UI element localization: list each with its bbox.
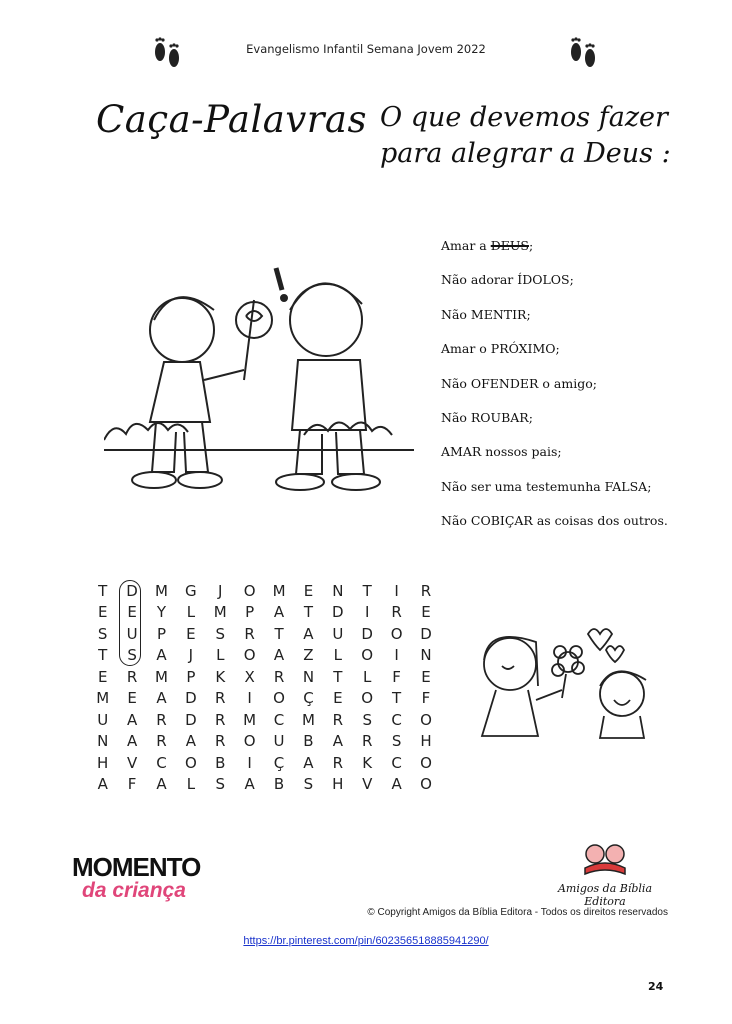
grid-cell[interactable]: K xyxy=(362,753,373,772)
grid-cell[interactable]: J xyxy=(188,646,194,665)
grid-cell[interactable]: D xyxy=(361,624,373,643)
grid-cell[interactable]: J xyxy=(218,581,223,600)
list-item: Não adorar ÍDOLOS; xyxy=(441,272,574,288)
grid-cell[interactable]: C xyxy=(391,710,402,729)
list-item: Não MENTIR; xyxy=(441,306,531,322)
grid-cell[interactable]: S xyxy=(362,710,372,729)
grid-cell[interactable]: P xyxy=(156,624,166,643)
grid-cell[interactable]: R xyxy=(273,667,285,686)
clue-word: FALSA xyxy=(604,478,648,494)
list-item: Não ser uma testemunha FALSA; xyxy=(441,478,652,494)
grid-cell[interactable]: A xyxy=(126,710,138,729)
grid-cell[interactable]: F xyxy=(421,689,431,708)
grid-cell[interactable]: N xyxy=(302,667,315,686)
grid-cell[interactable]: Y xyxy=(156,603,167,622)
grid-cell[interactable]: R xyxy=(244,624,255,643)
grid-cell[interactable]: A xyxy=(156,646,167,665)
grid-row xyxy=(88,774,448,796)
grid-cell[interactable]: I xyxy=(247,753,252,772)
grid-cell[interactable]: O xyxy=(184,753,197,772)
grid-cell[interactable]: T xyxy=(98,646,108,665)
grid-cell[interactable]: U xyxy=(332,624,344,643)
grid-cell[interactable]: E xyxy=(303,581,314,600)
grid-cell[interactable]: R xyxy=(215,689,226,708)
list-item: AMAR nossos pais; xyxy=(441,444,562,460)
grid-cell[interactable]: R xyxy=(215,710,226,729)
grid-cell[interactable]: G xyxy=(185,581,197,600)
grid-cell[interactable]: H xyxy=(97,753,109,772)
grid-cell[interactable]: C xyxy=(273,710,285,729)
grid-cell[interactable]: I xyxy=(394,581,399,600)
grid-cell[interactable]: U xyxy=(126,624,138,643)
grid-cell[interactable]: M xyxy=(155,581,168,600)
grid-cell[interactable]: M xyxy=(213,603,227,622)
grid-cell[interactable]: I xyxy=(247,689,252,708)
grid-row xyxy=(88,731,448,753)
grid-cell[interactable]: O xyxy=(420,775,432,794)
grid-cell[interactable]: S xyxy=(127,646,137,665)
grid-cell[interactable]: T xyxy=(362,581,372,600)
grid-cell[interactable]: R xyxy=(332,753,344,772)
grid-cell[interactable]: U xyxy=(273,732,285,751)
clue-word: OFENDER xyxy=(470,375,539,391)
grid-cell[interactable]: B xyxy=(303,732,314,751)
amigos-da-biblia-logo xyxy=(540,840,670,908)
grid-cell[interactable]: D xyxy=(420,624,432,643)
logo-line: da criança xyxy=(82,879,186,902)
grid-cell[interactable]: L xyxy=(186,775,196,794)
grid-row xyxy=(88,623,448,645)
clue-word: AMAR xyxy=(441,444,482,460)
clue-word: MENTIR xyxy=(470,306,527,322)
grid-cell[interactable]: M xyxy=(272,581,286,600)
list-item: Amar a DEUS; xyxy=(441,238,534,253)
grid-cell[interactable]: A xyxy=(156,775,167,794)
clue-word: ROUBAR xyxy=(470,409,529,425)
grid-cell[interactable]: N xyxy=(332,581,344,600)
grid-cell[interactable]: A xyxy=(273,646,285,665)
grid-cell[interactable]: A xyxy=(97,775,108,794)
grid-cell[interactable]: A xyxy=(244,775,255,794)
subtitle-line: para alegrar a Deus : xyxy=(380,138,671,169)
momento-da-crianca-logo xyxy=(72,852,200,903)
grid-cell[interactable]: C xyxy=(391,753,402,772)
list-item: Não ROUBAR; xyxy=(441,409,533,425)
grid-cell[interactable]: A xyxy=(156,689,167,708)
grid-row xyxy=(88,602,448,624)
grid-cell[interactable]: Z xyxy=(303,646,314,665)
grid-cell[interactable]: O xyxy=(243,581,256,600)
grid-cell[interactable]: O xyxy=(420,753,432,772)
grid-row xyxy=(88,645,448,667)
grid-cell[interactable]: E xyxy=(186,624,196,643)
grid-cell[interactable]: P xyxy=(186,667,196,686)
grid-cell[interactable]: A xyxy=(303,753,314,772)
grid-row xyxy=(88,709,448,731)
word-search-grid[interactable] xyxy=(88,580,448,795)
grid-cell[interactable]: O xyxy=(361,689,374,708)
grid-row xyxy=(88,752,448,774)
grid-cell[interactable]: C xyxy=(156,753,167,772)
grid-cell[interactable]: L xyxy=(363,667,372,686)
grid-cell[interactable]: D xyxy=(126,581,138,600)
grid-cell[interactable]: L xyxy=(186,603,196,622)
grid-cell[interactable]: O xyxy=(243,732,256,751)
grid-cell[interactable]: O xyxy=(273,689,285,708)
grid-cell[interactable]: T xyxy=(98,581,108,600)
grid-cell[interactable]: E xyxy=(421,603,431,622)
grid-cell[interactable]: M xyxy=(243,710,257,729)
grid-cell[interactable]: M xyxy=(96,689,110,708)
grid-cell[interactable]: T xyxy=(303,603,314,622)
grid-cell[interactable]: O xyxy=(361,646,374,665)
grid-cell[interactable]: I xyxy=(394,646,399,665)
grid-cell[interactable]: S xyxy=(215,624,226,643)
grid-cell[interactable]: N xyxy=(97,732,109,751)
grid-cell[interactable]: D xyxy=(185,710,197,729)
grid-cell[interactable]: H xyxy=(332,775,344,794)
grid-cell[interactable]: A xyxy=(332,732,343,751)
grid-cell[interactable]: H xyxy=(420,732,432,751)
grid-cell[interactable]: F xyxy=(127,775,137,794)
grid-cell[interactable]: M xyxy=(155,667,168,686)
grid-row xyxy=(88,688,448,710)
grid-cell[interactable]: Ç xyxy=(273,753,285,772)
grid-cell[interactable]: A xyxy=(273,603,285,622)
grid-cell[interactable]: R xyxy=(156,732,167,751)
clue-word: ÍDOLOS xyxy=(517,272,570,288)
grid-cell[interactable]: R xyxy=(420,581,432,600)
grid-cell[interactable]: R xyxy=(126,667,138,686)
grid-cell[interactable]: K xyxy=(215,667,226,686)
logo-text: Amigos da Bíblia Editora xyxy=(557,882,653,908)
grid-cell[interactable]: S xyxy=(391,732,402,751)
grid-cell[interactable]: E xyxy=(97,667,108,686)
grid-cell[interactable]: B xyxy=(215,753,226,772)
grid-cell[interactable]: E xyxy=(127,689,137,708)
page-subtitle xyxy=(380,100,671,172)
logo-line: MOMENTO xyxy=(72,852,201,882)
grid-cell[interactable]: E xyxy=(97,603,108,622)
grid-cell[interactable]: L xyxy=(333,646,342,665)
footprints-icon xyxy=(566,32,606,72)
grid-cell[interactable]: S xyxy=(303,775,314,794)
grid-cell[interactable]: B xyxy=(273,775,285,794)
grid-cell[interactable]: X xyxy=(244,667,255,686)
grid-cell[interactable]: T xyxy=(274,624,284,643)
source-link[interactable]: https://br.pinterest.com/pin/602356518885941290/ xyxy=(243,935,489,947)
list-item: Não COBIÇAR as coisas dos outros. xyxy=(441,513,668,529)
grid-cell[interactable]: E xyxy=(127,603,137,622)
grid-cell[interactable]: O xyxy=(390,624,403,643)
grid-cell[interactable]: A xyxy=(126,732,138,751)
clue-word-struck: DEUS xyxy=(490,238,529,253)
header-title: Evangelismo Infantil Semana Jovem 2022 xyxy=(246,42,486,56)
grid-cell[interactable]: N xyxy=(420,646,432,665)
grid-cell[interactable]: R xyxy=(156,710,167,729)
grid-cell[interactable]: O xyxy=(420,710,432,729)
grid-cell[interactable]: E xyxy=(421,667,431,686)
grid-row xyxy=(88,666,448,688)
page-title: Caça-Palavras xyxy=(96,98,367,141)
grid-cell[interactable]: M xyxy=(301,710,315,729)
grid-cell[interactable]: D xyxy=(185,689,197,708)
grid-cell[interactable]: Ç xyxy=(303,689,314,708)
grid-cell[interactable]: A xyxy=(303,624,314,643)
grid-cell[interactable]: F xyxy=(392,667,401,686)
grid-cell[interactable]: O xyxy=(243,646,256,665)
grid-cell[interactable]: T xyxy=(333,667,343,686)
grid-row xyxy=(88,580,448,602)
list-item: Amar o PRÓXIMO; xyxy=(441,341,560,357)
grid-cell[interactable]: R xyxy=(215,732,226,751)
grid-cell[interactable]: V xyxy=(126,753,138,772)
grid-cell[interactable]: A xyxy=(391,775,402,794)
page-number: 24 xyxy=(648,980,664,993)
grid-cell[interactable]: T xyxy=(392,689,402,708)
grid-cell[interactable]: D xyxy=(332,603,344,622)
grid-cell[interactable]: L xyxy=(216,646,225,665)
grid-cell[interactable]: R xyxy=(361,732,373,751)
grid-cell[interactable]: S xyxy=(97,624,108,643)
list-item: Não OFENDER o amigo; xyxy=(441,375,597,391)
grid-cell[interactable]: S xyxy=(215,775,226,794)
grid-cell[interactable]: U xyxy=(97,710,109,729)
kids-flowers-illustration xyxy=(466,620,656,744)
clue-word: PRÓXIMO xyxy=(490,341,556,357)
clue-word: COBIÇAR xyxy=(470,513,533,529)
grid-cell[interactable]: E xyxy=(333,689,343,708)
subtitle-line: O que devemos fazer xyxy=(380,102,668,133)
grid-cell[interactable]: R xyxy=(391,603,402,622)
grid-cell[interactable]: P xyxy=(245,603,255,622)
grid-cell[interactable]: A xyxy=(185,732,196,751)
clue-list xyxy=(441,236,668,546)
boys-illustration xyxy=(104,250,424,514)
grid-cell[interactable]: R xyxy=(332,710,344,729)
grid-cell[interactable]: I xyxy=(364,603,370,622)
copyright-text: © Copyright Amigos da Bíblia Editora - Todos os direitos reservados xyxy=(367,907,668,918)
found-word-circle xyxy=(119,580,141,666)
grid-cell[interactable]: V xyxy=(362,775,373,794)
